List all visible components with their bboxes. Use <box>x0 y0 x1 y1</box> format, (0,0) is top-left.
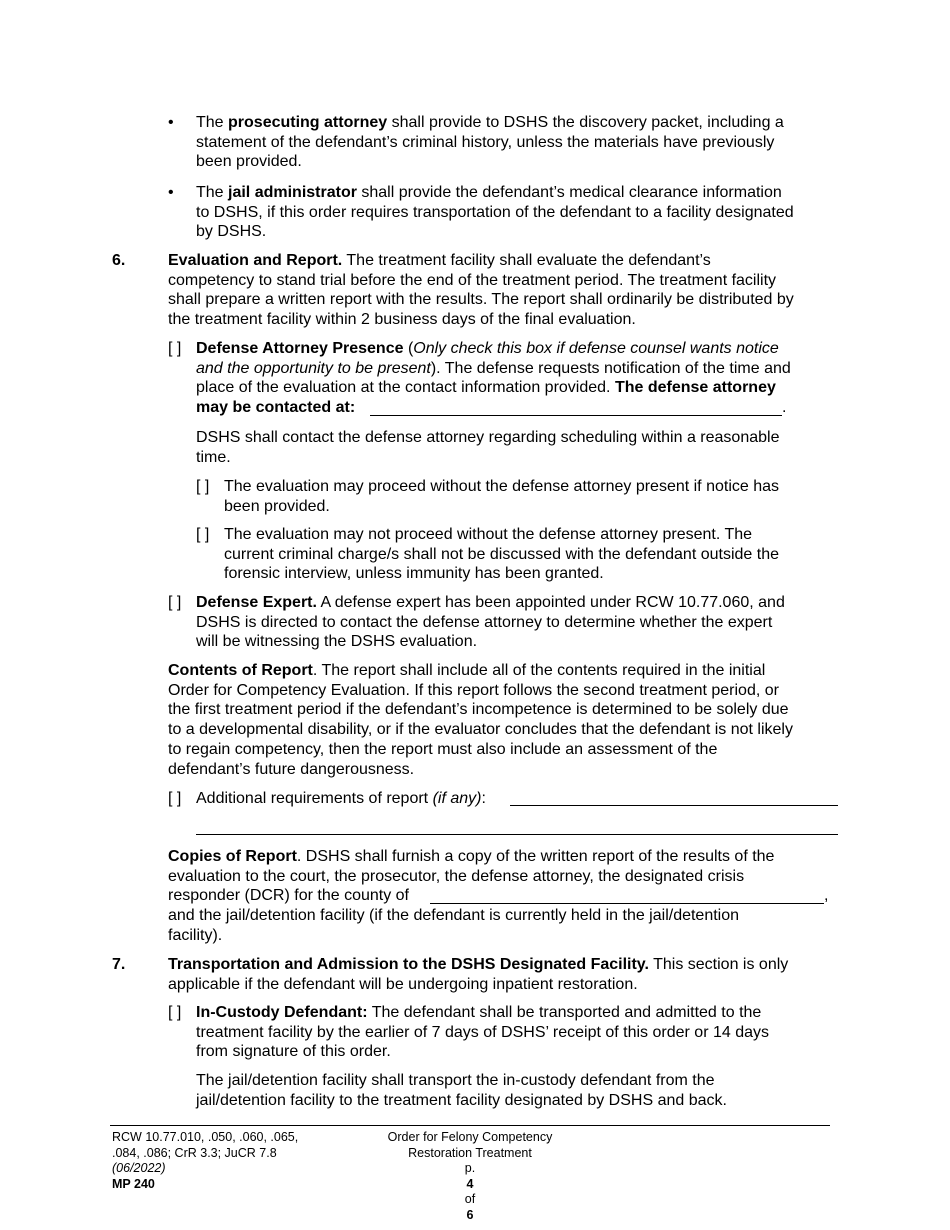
bullet-icon: • <box>168 184 174 201</box>
presence-checkbox[interactable]: [ ] <box>168 340 182 357</box>
additional-field-line2[interactable] <box>196 834 838 835</box>
presence-paragraph: Defense Attorney Presence (Only check this box if defense counsel wants notice and the opportunity to be present). The defense requests notification of the time and place of the evaluation at the contact information provided. The defense attorney may be contacted at: <box>196 340 791 417</box>
contact-period: . <box>782 399 787 416</box>
proceed-without-checkbox[interactable]: [ ] <box>196 478 210 495</box>
additional-field-line1[interactable] <box>510 805 838 806</box>
footer-divider <box>110 1125 830 1126</box>
expert-checkbox[interactable]: [ ] <box>168 594 182 611</box>
defense-contact-field[interactable] <box>370 415 782 416</box>
copies-paragraph: Copies of Report. DSHS shall furnish a copy of the written report of the results of the evaluation to the court, the prosecutor, the defense attorney, the designated crisis responder (DCR) for the county of and the jail/detention facility (if the defendant is currently held in the jail/detention facility). <box>168 848 775 944</box>
scheduling-paragraph: DSHS shall contact the defense attorney regarding scheduling within a reasonable time. <box>196 429 780 466</box>
jail-admin-paragraph: The jail administrator shall provide the defendant’s medical clearance information to DSHS, if this order requires transportation of the defendant to a facility designated by DSHS. <box>196 184 794 241</box>
section-6-paragraph: Evaluation and Report. The treatment facility shall evaluate the defendant’s competency to stand trial before the end of the treatment period. The treatment facility shall prepare a written report with the results. The report shall ordinarily be distributed by the treatment facility within 2 business days of the final evaluation. <box>168 252 794 329</box>
section-6-number: 6. <box>112 252 126 269</box>
footer-title: Order for Felony Competency Restoration Treatment p. 4 of 6 <box>350 1130 590 1223</box>
prosecutor-paragraph: The prosecuting attorney shall provide to DSHS the discovery packet, including a statement of the defendant’s criminal history, unless the materials have previously been provided. <box>196 114 784 171</box>
county-field[interactable] <box>430 903 824 904</box>
footer-citation: RCW 10.77.010, .050, .060, .065, .084, .086; CrR 3.3; JuCR 7.8 (06/2022) MP 240 <box>112 1130 299 1191</box>
additional-checkbox[interactable]: [ ] <box>168 790 182 807</box>
section-7-paragraph: Transportation and Admission to the DSHS Designated Facility. This section is only applicable if the defendant will be undergoing inpatient restoration. <box>168 956 789 993</box>
not-proceed-text: The evaluation may not proceed without the defense attorney present. The current criminal charge/s shall not be discussed with the defendant outside the forensic interview, unless immunity has been granted. <box>224 526 779 583</box>
page-number: p. 4 of 6 <box>464 1161 476 1222</box>
in-custody-checkbox[interactable]: [ ] <box>168 1004 182 1021</box>
contents-paragraph: Contents of Report. The report shall include all of the contents required in the initial Order for Competency Evaluation. If this report follows the second treatment period, or the first treatment period if the defendant’s incompetence is determined to be solely due to a developmental disability, or if the evaluator concludes that the defendant is not likely to regain competency, then the report must also include an assessment of the defendant’s future dangerousness. <box>168 662 793 778</box>
bullet-icon: • <box>168 114 174 131</box>
jail-transport-paragraph: The jail/detention facility shall transport the in-custody defendant from the jail/detention facility to the treatment facility designated by DSHS and back. <box>196 1072 727 1109</box>
expert-paragraph: Defense Expert. A defense expert has been appointed under RCW 10.77.060, and DSHS is directed to contact the defense attorney to determine whether the expert will be witnessing the DSHS evaluation. <box>196 594 785 651</box>
additional-label: Additional requirements of report (if any): <box>196 790 486 807</box>
proceed-without-text: The evaluation may proceed without the defense attorney present if notice has been provided. <box>224 478 780 515</box>
in-custody-paragraph: In-Custody Defendant: The defendant shall be transported and admitted to the treatment facility by the earlier of 7 days of DSHS’ receipt of this order or 14 days from signature of this order. <box>196 1004 769 1061</box>
section-7-number: 7. <box>112 956 126 973</box>
county-comma: , <box>824 887 829 904</box>
not-proceed-checkbox[interactable]: [ ] <box>196 526 210 543</box>
